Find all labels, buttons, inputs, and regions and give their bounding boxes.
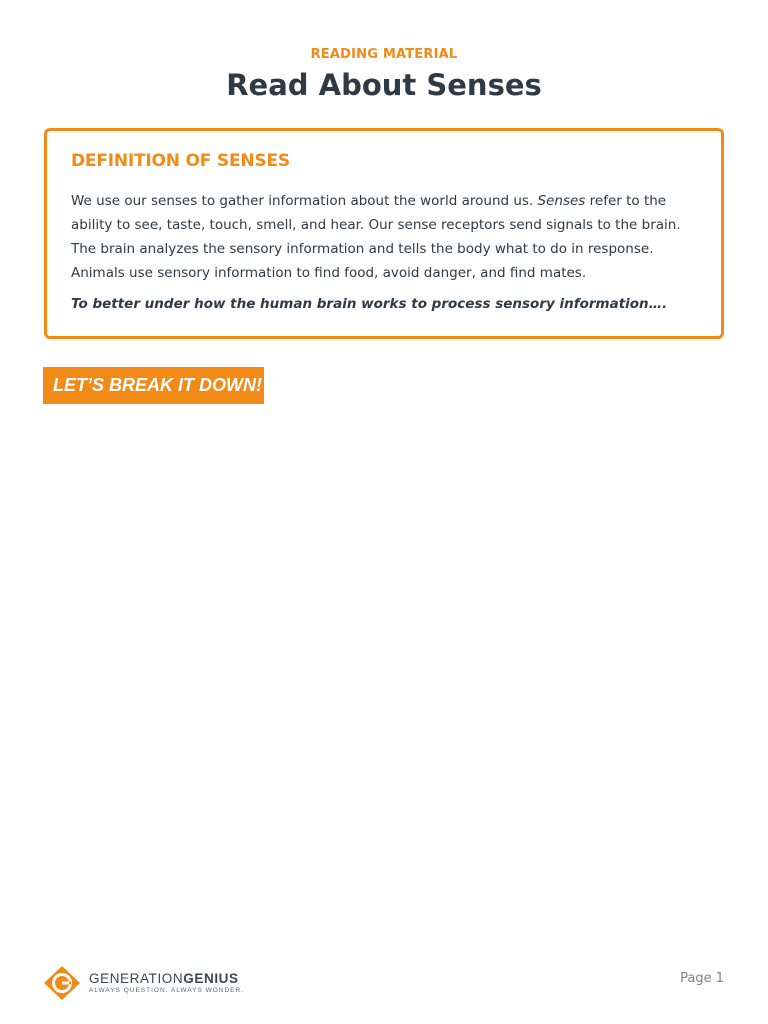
page-title: Read About Senses bbox=[226, 68, 542, 102]
brand-wordmark bbox=[89, 971, 239, 986]
brand-logo bbox=[43, 965, 263, 1001]
definition-body-intro: We use our senses to gather information about the world around us. bbox=[71, 193, 538, 209]
section-eyebrow: READING MATERIAL bbox=[310, 47, 458, 62]
definition-term: Senses bbox=[537, 193, 586, 209]
definition-box bbox=[44, 128, 724, 339]
definition-body-rest: refer to the ability to see, taste, touch, smell, and hear. Our sense receptors send signals to the brain. The brain analyzes the sensory information and tells the body what to do in response. Animals use sensory information to find food, avoid danger, and find mates. bbox=[71, 193, 681, 281]
definition-lead: To better under how the human brain works to process sensory information…. bbox=[71, 296, 668, 312]
definition-body bbox=[71, 189, 701, 285]
generation-genius-logo-icon bbox=[43, 965, 81, 1001]
brand-wordmark-part1: GENERATION bbox=[89, 971, 184, 986]
break-it-down-banner: LET’S BREAK IT DOWN! bbox=[43, 367, 264, 404]
brand-tagline: ALWAYS QUESTION. ALWAYS WONDER. bbox=[89, 987, 244, 994]
brand-wordmark-part2: GENIUS bbox=[183, 971, 239, 986]
page-number: Page 1 bbox=[680, 971, 724, 986]
definition-heading: DEFINITION OF SENSES bbox=[71, 151, 290, 171]
